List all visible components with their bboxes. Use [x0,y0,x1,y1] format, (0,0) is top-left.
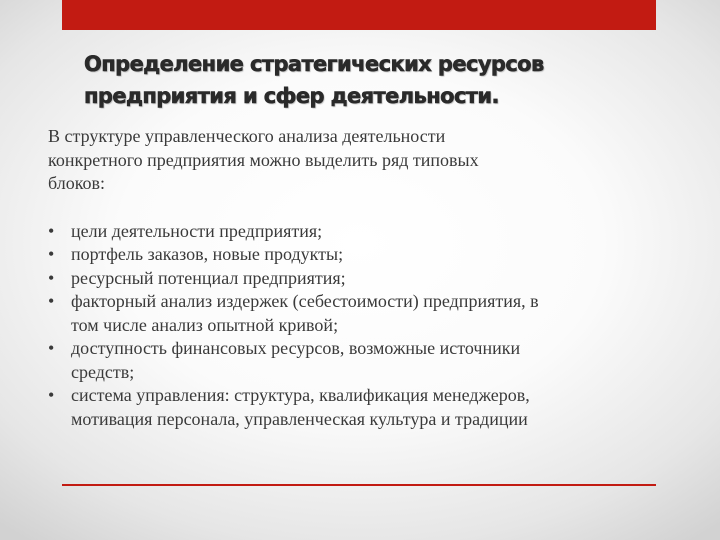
bullet-item [48,267,658,291]
bullet-dot-icon: • [48,244,55,264]
bullet-dot-icon: • [48,338,55,358]
slide-title [84,48,684,112]
intro-line: конкретного предприятия можно выделить ряд типовых [48,149,479,170]
slide-title-line: Определение стратегических ресурсов [84,52,544,76]
intro-line: блоков: [48,173,106,193]
bullet-text: система управления: структура, квалификация менеджеров, [71,385,530,405]
top-accent-bar [62,0,656,30]
bottom-accent-rule [62,484,656,486]
slide-body [48,125,658,431]
bullet-text: ресурсный потенциал предприятия; [71,267,346,288]
intro-paragraph [48,125,658,196]
bullet-text: доступность финансовых ресурсов, возможные источники [71,338,521,358]
bullet-text: средств; [71,361,135,382]
bullet-text: факторный анализ издержек (себестоимости) предприятия, в [71,291,539,311]
bullet-item [48,337,658,384]
bullet-item [48,243,658,267]
bullet-dot-icon: • [48,220,55,241]
bullet-list [48,220,658,432]
bullet-text: том числе анализ опытной кривой; [71,314,339,335]
slide-title-line: предприятия и сфер деятельности. [84,84,499,108]
bullet-text: мотивация персонала, управленческая культура и традиции [71,408,528,429]
bullet-dot-icon: • [48,385,55,405]
bullet-dot-icon: • [48,267,55,288]
intro-line: В структуре управленческого анализа деятельности [48,126,446,146]
bullet-text: портфель заказов, новые продукты; [71,244,344,264]
bullet-text: цели деятельности предприятия; [71,220,323,241]
bullet-item [48,384,658,431]
bullet-item [48,220,658,244]
bullet-item [48,290,658,337]
bullet-dot-icon: • [48,291,55,311]
